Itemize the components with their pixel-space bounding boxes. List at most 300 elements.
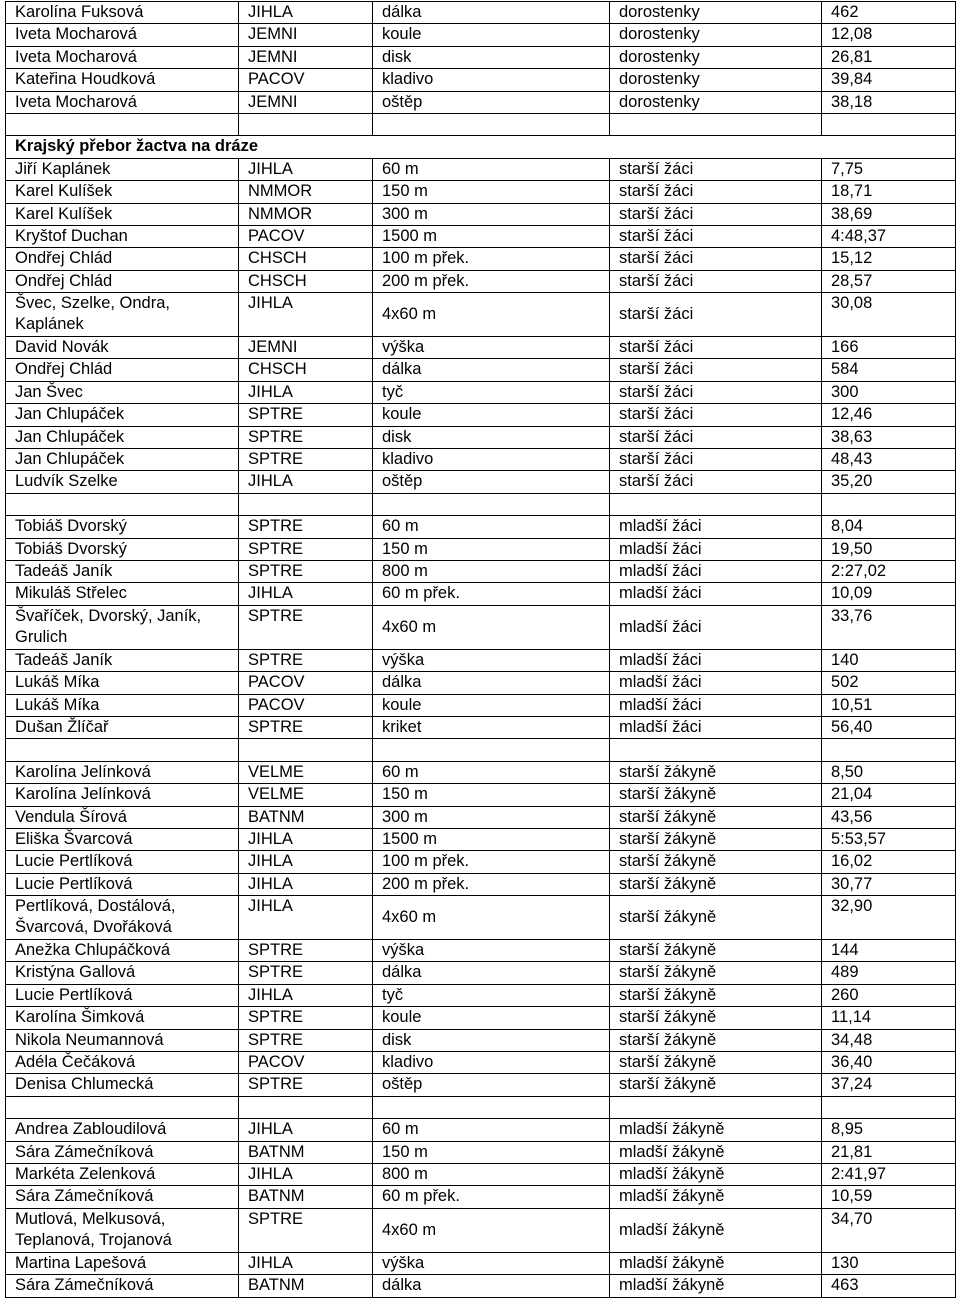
name-cell: Kryštof Duchan xyxy=(6,225,239,247)
name-cell: Dušan Žlíčař xyxy=(6,716,239,738)
result-cell: 19,50 xyxy=(822,538,956,560)
event-cell: 800 m xyxy=(373,1163,610,1185)
category-cell: mladší žákyně xyxy=(610,1141,822,1163)
name-cell: Jan Chlupáček xyxy=(6,449,239,471)
club-cell: SPTRE xyxy=(239,1007,373,1029)
result-cell: 38,63 xyxy=(822,426,956,448)
result-cell: 8,04 xyxy=(822,516,956,538)
event-cell: výška xyxy=(373,1252,610,1274)
event-cell: dálka xyxy=(373,2,610,24)
result-cell: 140 xyxy=(822,649,956,671)
event-cell: 60 m xyxy=(373,516,610,538)
category-cell: starší žáci xyxy=(610,381,822,403)
club-cell: JIHLA xyxy=(239,158,373,180)
event-cell: 100 m přek. xyxy=(373,248,610,270)
table-row xyxy=(6,940,956,962)
result-cell: 38,69 xyxy=(822,203,956,225)
result-cell: 34,70 xyxy=(822,1208,956,1252)
table-row xyxy=(6,716,956,738)
category-cell: mladší žáci xyxy=(610,672,822,694)
table-row xyxy=(6,225,956,247)
category-cell: mladší žáci xyxy=(610,538,822,560)
blank-row xyxy=(6,1096,956,1118)
category-cell: dorostenky xyxy=(610,2,822,24)
club-cell: BATNM xyxy=(239,1275,373,1297)
empty-cell xyxy=(610,113,822,135)
empty-cell xyxy=(610,493,822,515)
category-cell: starší žáci xyxy=(610,449,822,471)
club-cell: SPTRE xyxy=(239,1074,373,1096)
club-cell: JIHLA xyxy=(239,583,373,605)
club-cell: SPTRE xyxy=(239,426,373,448)
category-cell: starší žákyně xyxy=(610,1029,822,1051)
category-cell: mladší žákyně xyxy=(610,1208,822,1252)
club-cell: JEMNI xyxy=(239,24,373,46)
result-cell: 18,71 xyxy=(822,181,956,203)
name-cell: David Novák xyxy=(6,337,239,359)
table-row xyxy=(6,337,956,359)
table-row xyxy=(6,1252,956,1274)
name-cell: Lucie Pertlíková xyxy=(6,984,239,1006)
event-cell: 60 m xyxy=(373,761,610,783)
club-cell: NMMOR xyxy=(239,181,373,203)
table-row xyxy=(6,828,956,850)
result-cell: 36,40 xyxy=(822,1052,956,1074)
result-cell: 8,95 xyxy=(822,1119,956,1141)
event-cell: 150 m xyxy=(373,1141,610,1163)
club-cell: SPTRE xyxy=(239,1208,373,1252)
name-cell: Ondřej Chlád xyxy=(6,248,239,270)
result-cell: 260 xyxy=(822,984,956,1006)
event-cell: 4x60 m xyxy=(373,293,610,337)
result-cell: 5:53,57 xyxy=(822,828,956,850)
event-cell: kladivo xyxy=(373,69,610,91)
name-cell: Denisa Chlumecká xyxy=(6,1074,239,1096)
table-row xyxy=(6,181,956,203)
result-cell: 16,02 xyxy=(822,851,956,873)
table-row xyxy=(6,873,956,895)
event-cell: koule xyxy=(373,1007,610,1029)
empty-cell xyxy=(610,739,822,761)
club-cell: SPTRE xyxy=(239,605,373,649)
club-cell: JIHLA xyxy=(239,828,373,850)
result-cell: 489 xyxy=(822,962,956,984)
event-cell: koule xyxy=(373,24,610,46)
event-cell: 100 m přek. xyxy=(373,851,610,873)
category-cell: starší žáci xyxy=(610,293,822,337)
result-cell: 21,81 xyxy=(822,1141,956,1163)
event-cell: dálka xyxy=(373,359,610,381)
table-row xyxy=(6,694,956,716)
category-cell: starší žáci xyxy=(610,337,822,359)
empty-cell xyxy=(6,493,239,515)
table-row xyxy=(6,962,956,984)
table-row xyxy=(6,1074,956,1096)
result-cell: 10,59 xyxy=(822,1186,956,1208)
name-cell: Karel Kulíšek xyxy=(6,181,239,203)
category-cell: dorostenky xyxy=(610,91,822,113)
category-cell: starší žákyně xyxy=(610,1052,822,1074)
relay-row xyxy=(6,293,956,337)
name-cell: Nikola Neumannová xyxy=(6,1029,239,1051)
table-row xyxy=(6,2,956,24)
category-cell: starší žáci xyxy=(610,203,822,225)
blank-row xyxy=(6,113,956,135)
name-cell: Iveta Mocharová xyxy=(6,46,239,68)
category-cell: starší žáci xyxy=(610,404,822,426)
result-cell: 21,04 xyxy=(822,784,956,806)
category-cell: starší žáci xyxy=(610,471,822,493)
category-cell: starší žákyně xyxy=(610,962,822,984)
club-cell: JEMNI xyxy=(239,46,373,68)
result-cell: 34,48 xyxy=(822,1029,956,1051)
result-cell: 32,90 xyxy=(822,896,956,940)
club-cell: SPTRE xyxy=(239,516,373,538)
result-cell: 28,57 xyxy=(822,270,956,292)
event-cell: 1500 m xyxy=(373,225,610,247)
name-cell: Mutlová, Melkusová, Teplanová, Trojanová xyxy=(6,1208,239,1252)
category-cell: dorostenky xyxy=(610,24,822,46)
name-cell: Lukáš Míka xyxy=(6,694,239,716)
category-cell: starší žákyně xyxy=(610,984,822,1006)
event-cell: výška xyxy=(373,337,610,359)
result-cell: 584 xyxy=(822,359,956,381)
event-cell: kladivo xyxy=(373,1052,610,1074)
result-cell: 10,51 xyxy=(822,694,956,716)
event-cell: 4x60 m xyxy=(373,896,610,940)
name-cell: Sára Zámečníková xyxy=(6,1275,239,1297)
event-cell: dálka xyxy=(373,962,610,984)
club-cell: SPTRE xyxy=(239,940,373,962)
club-cell: SPTRE xyxy=(239,1029,373,1051)
event-cell: 60 m xyxy=(373,1119,610,1141)
event-cell: disk xyxy=(373,426,610,448)
event-cell: koule xyxy=(373,694,610,716)
name-cell: Lukáš Míka xyxy=(6,672,239,694)
table-row xyxy=(6,46,956,68)
club-cell: PACOV xyxy=(239,672,373,694)
name-cell: Iveta Mocharová xyxy=(6,24,239,46)
name-cell: Pertlíková, Dostálová, Švarcová, Dvořáková xyxy=(6,896,239,940)
event-cell: koule xyxy=(373,404,610,426)
name-cell: Vendula Šírová xyxy=(6,806,239,828)
table-row xyxy=(6,69,956,91)
result-cell: 2:41,97 xyxy=(822,1163,956,1185)
name-cell: Sára Zámečníková xyxy=(6,1141,239,1163)
club-cell: JIHLA xyxy=(239,1119,373,1141)
empty-cell xyxy=(822,1096,956,1118)
club-cell: JEMNI xyxy=(239,91,373,113)
table-row xyxy=(6,672,956,694)
table-row xyxy=(6,984,956,1006)
result-cell: 30,77 xyxy=(822,873,956,895)
category-cell: starší žáci xyxy=(610,270,822,292)
category-cell: dorostenky xyxy=(610,46,822,68)
result-cell: 463 xyxy=(822,1275,956,1297)
table-row xyxy=(6,359,956,381)
result-cell: 10,09 xyxy=(822,583,956,605)
club-cell: SPTRE xyxy=(239,538,373,560)
table-row xyxy=(6,158,956,180)
event-cell: dálka xyxy=(373,1275,610,1297)
empty-cell xyxy=(239,493,373,515)
result-cell: 502 xyxy=(822,672,956,694)
event-cell: 4x60 m xyxy=(373,1208,610,1252)
category-cell: starší žáci xyxy=(610,426,822,448)
result-cell: 166 xyxy=(822,337,956,359)
club-cell: CHSCH xyxy=(239,248,373,270)
empty-cell xyxy=(822,739,956,761)
name-cell: Ludvík Szelke xyxy=(6,471,239,493)
table-row xyxy=(6,560,956,582)
table-row xyxy=(6,426,956,448)
category-cell: mladší žáci xyxy=(610,716,822,738)
club-cell: JIHLA xyxy=(239,2,373,24)
event-cell: 60 m přek. xyxy=(373,1186,610,1208)
club-cell: JIHLA xyxy=(239,1163,373,1185)
category-cell: mladší žáci xyxy=(610,694,822,716)
name-cell: Anežka Chlupáčková xyxy=(6,940,239,962)
name-cell: Ondřej Chlád xyxy=(6,359,239,381)
empty-cell xyxy=(6,113,239,135)
result-cell: 4:48,37 xyxy=(822,225,956,247)
table-row xyxy=(6,1029,956,1051)
empty-cell xyxy=(373,493,610,515)
result-cell: 38,18 xyxy=(822,91,956,113)
event-cell: výška xyxy=(373,940,610,962)
table-row xyxy=(6,806,956,828)
club-cell: BATNM xyxy=(239,806,373,828)
event-cell: 300 m xyxy=(373,806,610,828)
empty-cell xyxy=(239,113,373,135)
event-cell: disk xyxy=(373,1029,610,1051)
table-row xyxy=(6,248,956,270)
name-cell: Tadeáš Janík xyxy=(6,560,239,582)
table-row xyxy=(6,203,956,225)
event-cell: oštěp xyxy=(373,91,610,113)
event-cell: 800 m xyxy=(373,560,610,582)
blank-row xyxy=(6,739,956,761)
club-cell: NMMOR xyxy=(239,203,373,225)
club-cell: BATNM xyxy=(239,1186,373,1208)
category-cell: starší žákyně xyxy=(610,784,822,806)
name-cell: Lucie Pertlíková xyxy=(6,873,239,895)
club-cell: PACOV xyxy=(239,694,373,716)
event-cell: 300 m xyxy=(373,203,610,225)
name-cell: Tadeáš Janík xyxy=(6,649,239,671)
category-cell: mladší žáci xyxy=(610,516,822,538)
result-cell: 56,40 xyxy=(822,716,956,738)
empty-cell xyxy=(239,1096,373,1118)
event-cell: kriket xyxy=(373,716,610,738)
category-cell: starší žáci xyxy=(610,248,822,270)
name-cell: Karolína Fuksová xyxy=(6,2,239,24)
club-cell: JIHLA xyxy=(239,851,373,873)
name-cell: Ondřej Chlád xyxy=(6,270,239,292)
club-cell: JIHLA xyxy=(239,293,373,337)
empty-cell xyxy=(373,113,610,135)
name-cell: Lucie Pertlíková xyxy=(6,851,239,873)
category-cell: starší žákyně xyxy=(610,761,822,783)
relay-row xyxy=(6,1208,956,1252)
club-cell: CHSCH xyxy=(239,359,373,381)
event-cell: oštěp xyxy=(373,471,610,493)
event-cell: dálka xyxy=(373,672,610,694)
table-row xyxy=(6,761,956,783)
table-row xyxy=(6,270,956,292)
name-cell: Jan Chlupáček xyxy=(6,404,239,426)
name-cell: Martina Lapešová xyxy=(6,1252,239,1274)
category-cell: mladší žákyně xyxy=(610,1252,822,1274)
name-cell: Karolína Jelínková xyxy=(6,784,239,806)
empty-cell xyxy=(373,1096,610,1118)
name-cell: Eliška Švarcová xyxy=(6,828,239,850)
event-cell: 60 m xyxy=(373,158,610,180)
table-row xyxy=(6,381,956,403)
event-cell: 150 m xyxy=(373,784,610,806)
category-cell: starší žáci xyxy=(610,359,822,381)
section-title: Krajský přebor žactva na dráze xyxy=(6,136,956,158)
club-cell: JIHLA xyxy=(239,1252,373,1274)
category-cell: starší žákyně xyxy=(610,1074,822,1096)
category-cell: mladší žákyně xyxy=(610,1186,822,1208)
category-cell: mladší žáci xyxy=(610,649,822,671)
result-cell: 26,81 xyxy=(822,46,956,68)
table-row xyxy=(6,471,956,493)
result-cell: 37,24 xyxy=(822,1074,956,1096)
table-row xyxy=(6,1052,956,1074)
table-row xyxy=(6,583,956,605)
table-row xyxy=(6,649,956,671)
club-cell: PACOV xyxy=(239,1052,373,1074)
club-cell: PACOV xyxy=(239,69,373,91)
event-cell: 200 m přek. xyxy=(373,873,610,895)
empty-cell xyxy=(6,739,239,761)
club-cell: JIHLA xyxy=(239,896,373,940)
club-cell: SPTRE xyxy=(239,649,373,671)
category-cell: starší žáci xyxy=(610,158,822,180)
name-cell: Karolína Šimková xyxy=(6,1007,239,1029)
name-cell: Tobiáš Dvorský xyxy=(6,538,239,560)
club-cell: SPTRE xyxy=(239,404,373,426)
result-cell: 7,75 xyxy=(822,158,956,180)
event-cell: 200 m přek. xyxy=(373,270,610,292)
result-cell: 39,84 xyxy=(822,69,956,91)
event-cell: kladivo xyxy=(373,449,610,471)
category-cell: starší žákyně xyxy=(610,828,822,850)
result-cell: 12,08 xyxy=(822,24,956,46)
table-row xyxy=(6,538,956,560)
event-cell: 1500 m xyxy=(373,828,610,850)
result-cell: 12,46 xyxy=(822,404,956,426)
result-cell: 11,14 xyxy=(822,1007,956,1029)
category-cell: starší žákyně xyxy=(610,806,822,828)
name-cell: Iveta Mocharová xyxy=(6,91,239,113)
category-cell: starší žáci xyxy=(610,181,822,203)
club-cell: JIHLA xyxy=(239,381,373,403)
event-cell: 60 m přek. xyxy=(373,583,610,605)
club-cell: JEMNI xyxy=(239,337,373,359)
table-row xyxy=(6,1163,956,1185)
empty-cell xyxy=(822,113,956,135)
empty-cell xyxy=(373,739,610,761)
name-cell: Andrea Zabloudilová xyxy=(6,1119,239,1141)
name-cell: Markéta Zelenková xyxy=(6,1163,239,1185)
section-header-row xyxy=(6,136,956,158)
club-cell: JIHLA xyxy=(239,984,373,1006)
table-row xyxy=(6,1275,956,1297)
name-cell: Mikuláš Střelec xyxy=(6,583,239,605)
event-cell: tyč xyxy=(373,984,610,1006)
results-table-body xyxy=(6,2,956,1298)
name-cell: Karolína Jelínková xyxy=(6,761,239,783)
blank-row xyxy=(6,493,956,515)
table-row xyxy=(6,516,956,538)
event-cell: oštěp xyxy=(373,1074,610,1096)
result-cell: 2:27,02 xyxy=(822,560,956,582)
table-row xyxy=(6,404,956,426)
table-row xyxy=(6,1186,956,1208)
club-cell: PACOV xyxy=(239,225,373,247)
empty-cell xyxy=(6,1096,239,1118)
name-cell: Jiří Kaplánek xyxy=(6,158,239,180)
club-cell: VELME xyxy=(239,784,373,806)
event-cell: 150 m xyxy=(373,181,610,203)
name-cell: Karel Kulíšek xyxy=(6,203,239,225)
table-row xyxy=(6,91,956,113)
name-cell: Švaříček, Dvorský, Janík, Grulich xyxy=(6,605,239,649)
name-cell: Sára Zámečníková xyxy=(6,1186,239,1208)
result-cell: 30,08 xyxy=(822,293,956,337)
event-cell: disk xyxy=(373,46,610,68)
category-cell: mladší žáci xyxy=(610,583,822,605)
name-cell: Jan Švec xyxy=(6,381,239,403)
empty-cell xyxy=(822,493,956,515)
club-cell: CHSCH xyxy=(239,270,373,292)
result-cell: 8,50 xyxy=(822,761,956,783)
result-cell: 15,12 xyxy=(822,248,956,270)
event-cell: 150 m xyxy=(373,538,610,560)
result-cell: 130 xyxy=(822,1252,956,1274)
category-cell: dorostenky xyxy=(610,69,822,91)
result-cell: 144 xyxy=(822,940,956,962)
relay-row xyxy=(6,605,956,649)
category-cell: starší žákyně xyxy=(610,851,822,873)
club-cell: JIHLA xyxy=(239,873,373,895)
category-cell: mladší žákyně xyxy=(610,1119,822,1141)
table-row xyxy=(6,1119,956,1141)
result-cell: 462 xyxy=(822,2,956,24)
name-cell: Kateřina Houdková xyxy=(6,69,239,91)
table-row xyxy=(6,1007,956,1029)
category-cell: mladší žákyně xyxy=(610,1275,822,1297)
result-cell: 43,56 xyxy=(822,806,956,828)
result-cell: 35,20 xyxy=(822,471,956,493)
results-table xyxy=(5,1,956,1298)
table-row xyxy=(6,851,956,873)
club-cell: SPTRE xyxy=(239,962,373,984)
empty-cell xyxy=(239,739,373,761)
name-cell: Adéla Čečáková xyxy=(6,1052,239,1074)
empty-cell xyxy=(610,1096,822,1118)
category-cell: mladší žáci xyxy=(610,560,822,582)
event-cell: tyč xyxy=(373,381,610,403)
table-row xyxy=(6,449,956,471)
table-row xyxy=(6,784,956,806)
relay-row xyxy=(6,896,956,940)
name-cell: Jan Chlupáček xyxy=(6,426,239,448)
result-cell: 33,76 xyxy=(822,605,956,649)
